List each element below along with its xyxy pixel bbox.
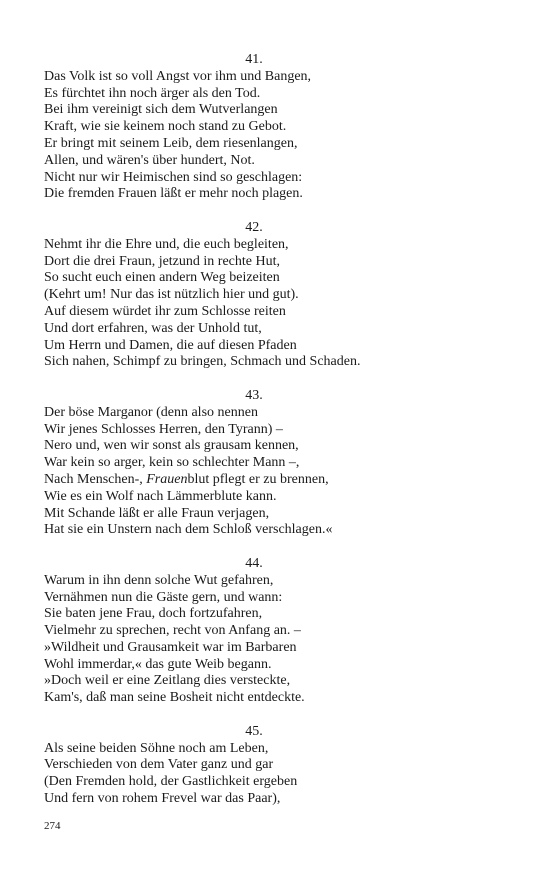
verse-line: Verschieden von dem Vater ganz und gar xyxy=(44,757,274,773)
poem-page xyxy=(44,52,514,825)
stanza-44 xyxy=(44,556,514,707)
verse-line: Vernähmen nun die Gäste gern, und wann: xyxy=(44,589,283,605)
verse-line: Nero und, wen wir sonst als grausam kennen, xyxy=(44,438,299,454)
verse-line: Wohl immerdar,« das gute Weib begann. xyxy=(44,656,272,672)
verse-line: Kam's, daß man seine Bosheit nicht entdeckte. xyxy=(44,690,305,706)
stanza-43 xyxy=(44,388,514,539)
page-number: 274 xyxy=(44,820,61,832)
stanza-number: 41. xyxy=(245,52,263,67)
verse-line: Mit Schande läßt er alle Fraun verjagen, xyxy=(44,505,270,521)
stanza-number: 42. xyxy=(245,219,263,235)
verse-line: Er bringt mit seinem Leib, dem riesenlangen, xyxy=(44,135,298,151)
stanza-number: 45. xyxy=(245,723,263,739)
verse-line: Auf diesem würdet ihr zum Schlosse reiten xyxy=(44,303,286,319)
verse-text: blut pflegt er zu brennen, xyxy=(187,471,329,487)
verse-line: Warum in ihn denn solche Wut gefahren, xyxy=(44,572,274,588)
verse-line: Und dort erfahren, was der Unhold tut, xyxy=(44,320,262,336)
stanza-45 xyxy=(44,724,514,808)
verse-line: War kein so arger, kein so schlechter Mann –, xyxy=(44,455,300,471)
verse-line: Sie baten jene Frau, doch fortzufahren, xyxy=(44,606,263,622)
italic-word: Frauen xyxy=(146,471,188,487)
stanza-42 xyxy=(44,220,514,371)
verse-line: Und fern von rohem Frevel war das Paar), xyxy=(44,791,281,807)
verse-line: (Den Fremden hold, der Gastlichkeit ergeben xyxy=(44,774,298,790)
verse-line: Hat sie ein Unstern nach dem Schloß verschlagen.« xyxy=(44,522,333,538)
verse-line: Allen, und wären's über hundert, Not. xyxy=(44,152,255,168)
verse-line: Es fürchtet ihn noch ärger als den Tod. xyxy=(44,85,261,101)
verse-line: Das Volk ist so voll Angst vor ihm und Bangen, xyxy=(44,68,312,84)
stanza-41 xyxy=(44,52,514,203)
verse-line: »Doch weil er eine Zeitlang dies versteckte, xyxy=(44,673,291,689)
verse-line: Der böse Marganor (denn also nennen xyxy=(44,404,258,420)
verse-line: Die fremden Frauen läßt er mehr noch plagen. xyxy=(44,186,303,202)
verse-line: Nicht nur wir Heimischen sind so geschlagen: xyxy=(44,169,303,185)
stanza-number: 44. xyxy=(245,555,263,571)
verse-line: Als seine beiden Söhne noch am Leben, xyxy=(44,740,269,756)
verse-line: Dort die drei Fraun, jetzund in rechte Hut, xyxy=(44,253,280,269)
verse-line: »Wildheit und Grausamkeit war im Barbaren xyxy=(44,639,297,655)
verse-line: Wir jenes Schlosses Herren, den Tyrann) – xyxy=(44,421,283,437)
verse-line: Vielmehr zu sprechen, recht von Anfang an. – xyxy=(44,623,301,639)
verse-line: Sich nahen, Schimpf zu bringen, Schmach und Schaden. xyxy=(44,354,361,370)
verse-line: (Kehrt um! Nur das ist nützlich hier und gut). xyxy=(44,287,299,303)
stanza-number: 43. xyxy=(245,387,263,403)
verse-line xyxy=(44,472,514,489)
verse-line: Um Herrn und Damen, die auf diesen Pfaden xyxy=(44,337,297,353)
verse-line: So sucht euch einen andern Weg beizeiten xyxy=(44,270,280,286)
verse-line: Kraft, wie sie keinem noch stand zu Gebot. xyxy=(44,119,287,135)
verse-line: Wie es ein Wolf nach Lämmerblute kann. xyxy=(44,488,277,504)
verse-line: Nehmt ihr die Ehre und, die euch begleiten, xyxy=(44,236,289,252)
verse-line: Bei ihm vereinigt sich dem Wutverlangen xyxy=(44,102,278,118)
verse-text: Nach Menschen-, xyxy=(44,471,147,487)
